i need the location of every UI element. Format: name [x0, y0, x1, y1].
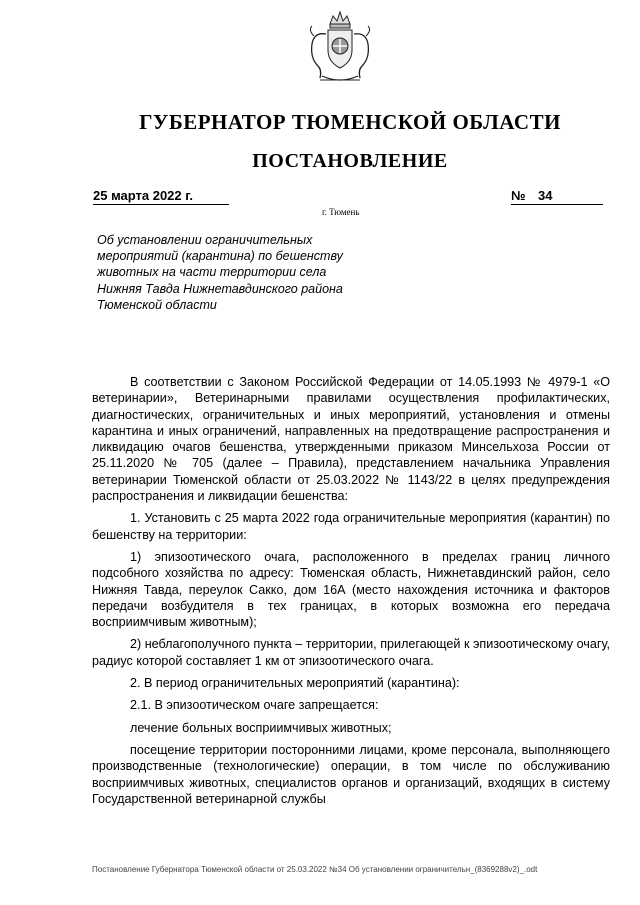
clause-2-1-item-a: лечение больных восприимчивых животных; [130, 720, 392, 735]
document-type-heading: ПОСТАНОВЛЕНИЕ [252, 150, 448, 172]
clause-2-1-item-b: посещение территории посторонними лицами, кроме персонала, выполняющего производственные (технологические) операции, в том числе по обслуживанию восприимчивых животных, специалистов органов и организаций, входящих в систему Государственной ветеринарной службы [92, 742, 610, 806]
document-date: 25 марта 2022 г. [93, 188, 229, 205]
document-subject: Об установлении ограничительных мероприятий (карантина) по бешенству животных на части территории села Нижняя Тавда Нижнетавдинского района Тюменской области [97, 233, 343, 312]
number-sign: № [511, 188, 526, 203]
clause-1-2: 2) неблагополучного пункта – территории, прилегающей к эпизоотическому очагу, радиус которой составляет 1 км от эпизоотического очага. [92, 637, 610, 668]
document-number-field [511, 188, 603, 205]
coat-of-arms-emblem [300, 6, 380, 96]
clause-2-1: 2.1. В эпизоотическом очаге запрещается: [130, 698, 379, 713]
document-body [92, 374, 610, 807]
page-footer: Постановление Губернатора Тюменской области от 25.03.2022 №34 Об установлении ограничительн_(8369288v2)_.odt [92, 865, 538, 874]
document-number: 34 [538, 188, 553, 203]
city-label: г. Тюмень [322, 207, 360, 217]
governor-title: ГУБЕРНАТОР ТЮМЕНСКОЙ ОБЛАСТИ [139, 110, 561, 134]
preamble-paragraph: В соответствии с Законом Российской Федерации от 14.05.1993 № 4979-1 «О ветеринарии», Ветеринарными правилами осуществления профилактических, диагностических, ограничительных и иных мероприятий, установления и отмены карантина и иных ограничений, направленных на предотвращение распространения и ликвидацию очагов бешенства, утвержденными приказом Минсельхоза России от 25.11.2020 № 705 (далее – Правила), представлением начальника Управления ветеринарии Тюменской области от 25.03.2022 № 1143/22 в целях предупреждения распространения и ликвидации бешенства: [92, 375, 610, 504]
clause-1-1: 1) эпизоотического очага, расположенного в пределах границ личного подсобного хозяйства по адресу: Тюменская область, Нижнетавдинский район, село Нижняя Тавда, переулок Сакко, дом 16А (место нахождения источника и факторов передачи возбудителя в тех границах, в которых возможна его передача восприимчивым животным); [92, 549, 610, 630]
clause-2: 2. В период ограничительных мероприятий (карантина): [130, 676, 460, 691]
clause-1: 1. Установить с 25 марта 2022 года ограничительные мероприятия (карантин) по бешенству на территории: [92, 511, 610, 542]
